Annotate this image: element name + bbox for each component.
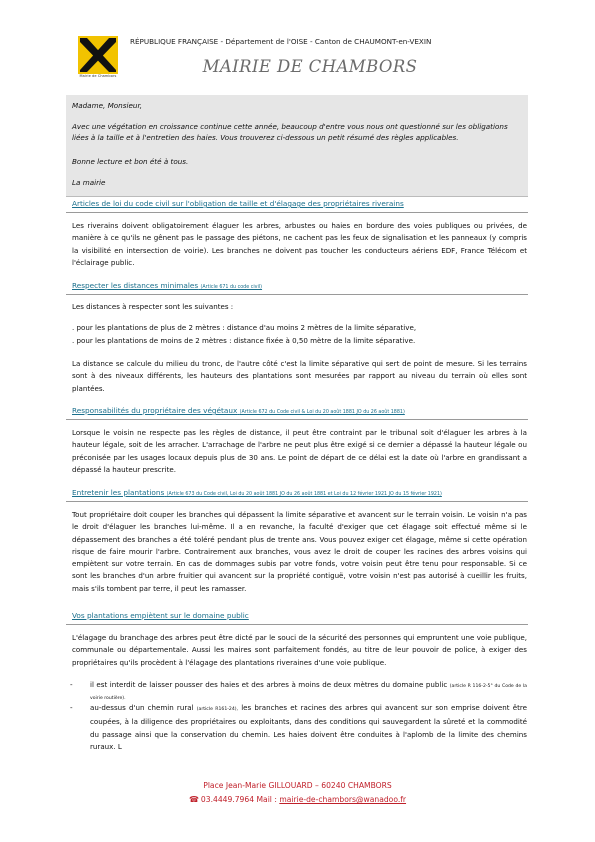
bullet-item: [90, 680, 527, 704]
divider: [66, 196, 528, 197]
signature: La mairie: [72, 178, 106, 187]
divider: [66, 501, 528, 502]
divider: [66, 624, 528, 625]
paragraph: Tout propriétaire doit couper les branches qui dépassent la limite séparative et avancent sur le terrain voisin. Le voisin n'a pas le droit d'élaguer les branches lui-même. Il a en revanche, la faculté d'exiger que cet élagage soit effectué même si le dépassement des branches a été toléré pendant plus de trente ans. Vous pouvez exiger cet élagage, même si cette opération risque de faire mourir l'arbre. Contrairement aux branches, vous avez le droit de couper les racines des arbres voisins qui empiètent sur votre terrain. En cas de dommages subis par votre fonds, votre voisin peut être tenu pour responsable. Si ce sont les branches d'un arbre fruitier qui avancent sur la propriété contiguë, votre voisin n'est pas autorisé à cueillir les fruits, mais s'ils tombent par terre, il peut les ramasser.: [72, 510, 527, 593]
email-link[interactable]: mairie-de-chambors@wanadoo.fr: [279, 795, 407, 804]
paragraph: L'élagage du branchage des arbres peut être dicté par le souci de la sécurité des personnes qui empruntent une voie publique, communale ou départementale. Aussi les maires sont parfaitement fondés, au titre de leur pouvoir de police, à exiger des propriétaires qu'ils procèdent à l'élagage des plantations riveraines d'une voie publique.: [72, 633, 527, 667]
section-heading-public-domain: Vos plantations empiètent sur le domaine public: [72, 611, 249, 620]
divider: [66, 212, 528, 213]
divider: [66, 294, 528, 295]
section-heading-responsibilities: [72, 406, 405, 415]
section-heading-distances: [72, 281, 262, 290]
paragraph: Les riverains doivent obligatoirement élaguer les arbres, arbustes ou haies en bordure des voies publiques ou privées, de manière à ce qu'ils ne gênent pas le passage des piétons, ne cachent pas les feux de signalisation et les panneaux (y compris la visibilité en intersection de voirie). Les branches ne doivent pas toucher les conducteurs aériens EDF, France Télécom et l'éclairage public.: [72, 221, 527, 267]
list-item: . pour les plantations de plus de 2 mètres : distance d'au moins 2 mètres de la limite séparative,: [72, 323, 417, 332]
page-title: MAIRIE DE CHAMBORS: [202, 57, 418, 76]
logo-caption: Mairie de Chambors: [79, 74, 117, 78]
bullet-text: il est interdit de laisser pousser des haies et des arbres à moins de deux mètres du domaine public: [90, 680, 448, 689]
paragraph: Les distances à respecter sont les suivantes :: [72, 302, 234, 311]
bullet-item: [90, 702, 527, 753]
phone-number: 03.4449.7964: [200, 795, 255, 804]
bullet-reference: (article R 116-2-5° du Code de la voirie routière).: [90, 684, 527, 701]
list-item: . pour les plantations de moins de 2 mètres : distance fixée à 0,50 mètre de la limite séparative.: [72, 336, 416, 345]
paragraph: Lorsque le voisin ne respecte pas les règles de distance, il peut être contraint par le tribunal soit d'élaguer les arbres à la hauteur légale, soit de les arracher. L'arrachage de l'arbre ne peut plus être exigé si ce dernier a dépassé la hauteur légale ou préconisée par les usages locaux depuis plus de 30 ans. Le point de départ de ce délai est la date où l'arbre en grandissant a dépassé la hauteur prescrite.: [72, 428, 527, 474]
bullet-text: les branches et racines des arbres qui avancent sur son emprise doivent être coupées, à la diligence des propriétaires ou exploitants, dans des conditions qui sauvegardent la sûreté et la commodité du passage ainsi que la conservation du chemin. Les haies doivent être conduites à l'aplomb de la limite des chemins ruraux. L: [90, 703, 527, 751]
paragraph: La distance se calcule du milieu du tronc, de l'autre côté c'est la limite séparative qui sert de point de mesure. Si les terrains sont à des niveaux différents, les hauteurs des plantations sont mesurées par rapport au niveau du terrain où elles sont plantées.: [72, 359, 527, 393]
telephone-icon: ☎: [188, 795, 199, 804]
mail-label: Mail :: [256, 795, 277, 804]
bullet-text: au-dessus d'un chemin rural: [90, 703, 194, 712]
footer-contact: [0, 795, 595, 804]
intro-box: [66, 95, 528, 196]
closing: Bonne lecture et bon été à tous.: [72, 157, 189, 166]
footer-address: Place Jean-Marie GILLOUARD – 60240 CHAMBORS: [203, 781, 392, 790]
bullet-reference: (article R161-24),: [196, 707, 239, 712]
heading-reference: (Article 673 du Code civil, Loi du 20 août 1881 JO du 26 août 1881 et Loi du 12 février 1921 JO du 15 février 1921): [166, 492, 442, 497]
bullet-marker: -: [70, 680, 73, 689]
section-heading-maintenance: [72, 488, 442, 497]
heading-reference: (Article 672 du Code civil & Loi du 20 août 1881 JO du 26 août 1881): [239, 410, 405, 415]
coat-of-arms-icon: [78, 36, 118, 74]
intro-body: Avec une végétation en croissance continue cette année, beaucoup d'entre vous nous ont questionné sur les obligations liées à la taille et à l'entretien des haies. Vous trouverez ci-dessous un petit résumé des règles applicables.: [72, 122, 508, 142]
heading-text: Entretenir les plantations: [72, 488, 165, 497]
administrative-header: RÉPUBLIQUE FRANÇAISE - Département de l'OISE - Canton de CHAUMONT-en-VEXIN: [130, 37, 432, 46]
divider: [66, 419, 528, 420]
section-heading-code-civil: Articles de loi du code civil sur l'obligation de taille et d'élagage des propriétaires riverains: [72, 199, 404, 208]
heading-text: Respecter les distances minimales: [72, 281, 199, 290]
bullet-marker: -: [70, 703, 73, 712]
greeting: Madame, Monsieur,: [72, 101, 143, 110]
municipal-logo: [78, 36, 118, 81]
heading-text: Responsabilités du propriétaire des végétaux: [72, 406, 238, 415]
heading-reference: (Article 671 du code civil): [200, 285, 263, 290]
